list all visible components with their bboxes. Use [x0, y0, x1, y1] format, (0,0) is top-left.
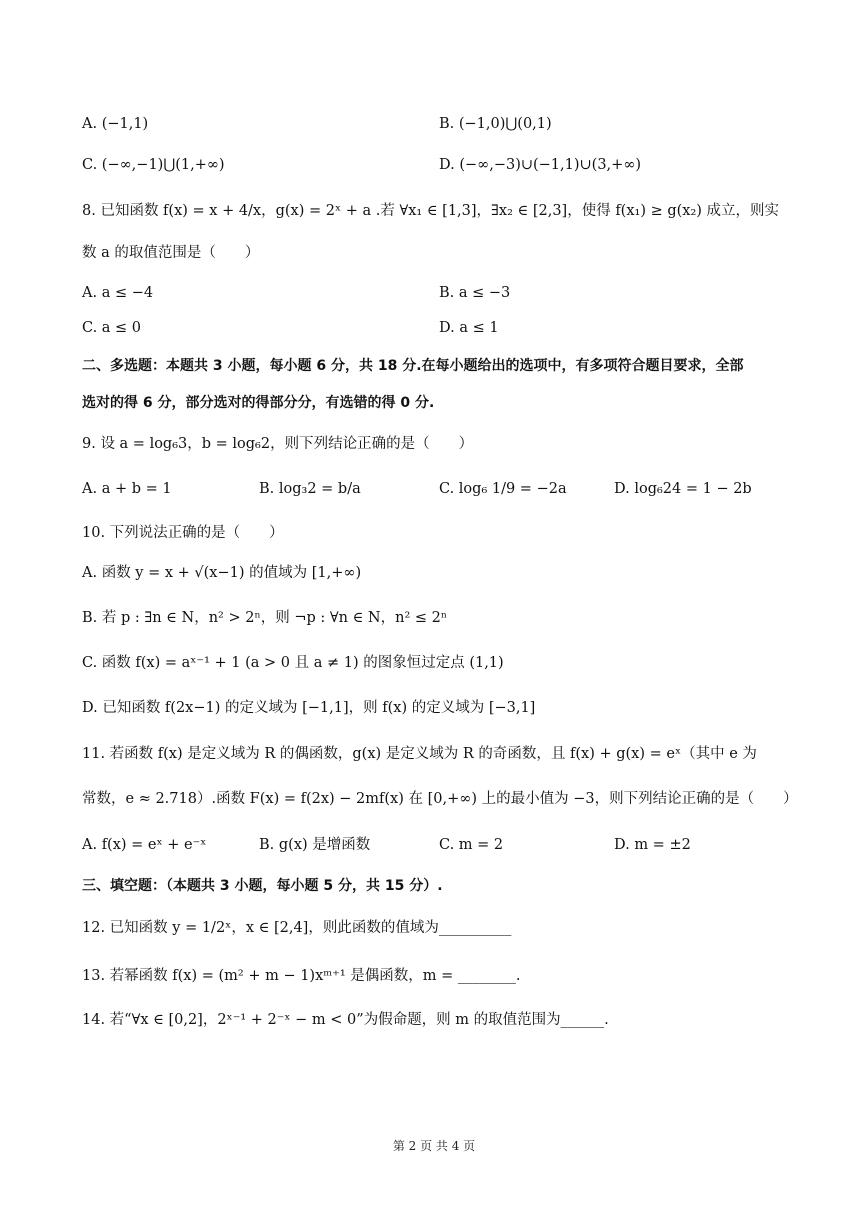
q10-option-d: D. 已知函数 f(2x−1) 的定义域为 [−1,1]，则 f(x) 的定义域为 [−3,1]: [82, 700, 536, 716]
q11-option-d: D. m = ±2: [614, 837, 691, 853]
q12-stem: 12. 已知函数 y = 1/2ˣ，x ∈ [2,4]，则此函数的值域为__________: [82, 920, 512, 936]
q11-stem-line2: 常数，e ≈ 2.718）.函数 F(x) = f(2x) − 2mf(x) 在 [0,+∞) 上的最小值为 −3，则下列结论正确的是（ ）: [82, 791, 798, 807]
q7-option-a: A. (−1,1): [82, 116, 149, 132]
q11-option-c: C. m = 2: [439, 837, 504, 853]
q9-option-c: C. log₆ 1/9 = −2a: [439, 481, 567, 497]
q10-stem: 10. 下列说法正确的是（ ）: [82, 525, 284, 541]
section2-heading-line1: 二、多选题：本题共 3 小题，每小题 6 分，共 18 分.在每小题给出的选项中，有多项符合题目要求，全部: [82, 358, 744, 374]
q9-option-a: A. a + b = 1: [82, 481, 172, 497]
q8-option-c: C. a ≤ 0: [82, 320, 142, 336]
q8-stem-line1: 8. 已知函数 f(x) = x + 4/x，g(x) = 2ˣ + a .若 ∀x₁ ∈ [1,3]，∃x₂ ∈ [2,3]，使得 f(x₁) ≥ g(x₂) 成立，则实: [82, 203, 780, 219]
q8-stem-line2: 数 a 的取值范围是（ ）: [82, 245, 260, 261]
q10-option-c: C. 函数 f(x) = aˣ⁻¹ + 1 (a > 0 且 a ≠ 1) 的图象恒过定点 (1,1): [82, 655, 504, 671]
q9-stem: 9. 设 a = log₆3，b = log₆2，则下列结论正确的是（ ）: [82, 436, 474, 452]
q14-stem: 14. 若“∀x ∈ [0,2]，2ˣ⁻¹ + 2⁻ˣ − m < 0”为假命题，则 m 的取值范围为______.: [82, 1012, 609, 1028]
q7-option-d: D. (−∞,−3)∪(−1,1)∪(3,+∞): [439, 157, 642, 173]
section2-heading-line2: 选对的得 6 分，部分选对的得部分分，有选错的得 0 分.: [82, 395, 435, 411]
q10-option-a: A. 函数 y = x + √(x−1) 的值域为 [1,+∞): [82, 565, 362, 581]
page-footer: 第 2 页 共 4 页: [392, 1139, 476, 1153]
q7-option-b: B. (−1,0)⋃(0,1): [439, 116, 552, 132]
q11-option-b: B. g(x) 是增函数: [259, 837, 371, 853]
q8-option-d: D. a ≤ 1: [439, 320, 499, 336]
q13-stem: 13. 若幂函数 f(x) = (m² + m − 1)xᵐ⁺¹ 是偶函数，m = ________.: [82, 968, 521, 984]
q9-option-b: B. log₃2 = b/a: [259, 481, 361, 497]
q8-option-a: A. a ≤ −4: [82, 285, 154, 301]
q11-option-a: A. f(x) = eˣ + e⁻ˣ: [82, 837, 207, 853]
section3-heading: 三、填空题：（本题共 3 小题，每小题 5 分，共 15 分）.: [82, 878, 443, 894]
q10-option-b: B. 若 p : ∃n ∈ N，n² > 2ⁿ，则 ¬p : ∀n ∈ N，n² ≤ 2ⁿ: [82, 610, 448, 626]
q9-option-d: D. log₆24 = 1 − 2b: [614, 481, 752, 497]
q8-option-b: B. a ≤ −3: [439, 285, 511, 301]
q11-stem-line1: 11. 若函数 f(x) 是定义域为 R 的偶函数，g(x) 是定义域为 R 的奇函数，且 f(x) + g(x) = eˣ（其中 e 为: [82, 746, 757, 762]
q7-option-c: C. (−∞,−1)⋃(1,+∞): [82, 157, 225, 173]
